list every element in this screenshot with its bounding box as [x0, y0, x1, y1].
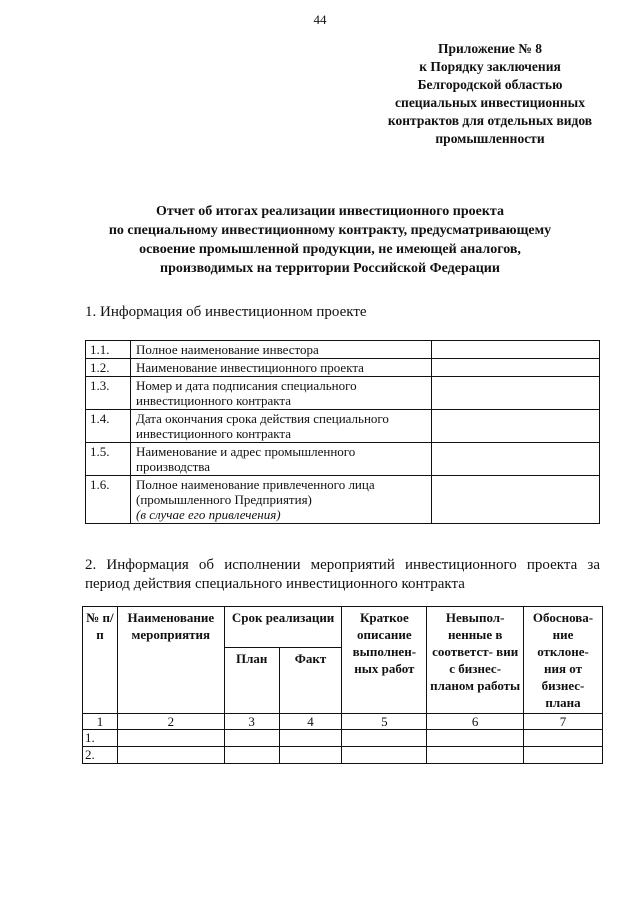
column-number: 7 — [524, 714, 603, 730]
table-row — [86, 359, 600, 377]
report-title-line: по специальному инвестиционному контракту, предусматривающему — [108, 223, 552, 238]
cell[interactable] — [224, 747, 279, 764]
appendix-line: специальных инвестиционных — [395, 95, 585, 110]
row-number: 1.6. — [86, 476, 131, 524]
row-number: 1.4. — [86, 410, 131, 443]
page-number: 44 — [313, 12, 327, 27]
report-title-line: Отчет об итогах реализации инвестиционного проекта — [156, 204, 504, 219]
report-title-line: производимых на территории Российской Федерации — [160, 261, 500, 276]
column-number-row — [83, 714, 603, 730]
row-label-with-note — [131, 476, 432, 524]
row-value-cell[interactable] — [432, 443, 600, 476]
appendix-line: контрактов для отдельных видов — [387, 113, 593, 128]
cell[interactable] — [427, 747, 524, 764]
header-unfulfilled: Невыпол- ненные в соответст- вии с бизнес- планом работы — [427, 607, 524, 714]
row-value-cell[interactable] — [432, 410, 600, 443]
table-row — [86, 341, 600, 359]
cell[interactable] — [117, 747, 224, 764]
table-row — [86, 476, 600, 524]
header-description: Краткое описание выполнен- ных работ — [342, 607, 427, 714]
header-name: Наименование мероприятия — [117, 607, 224, 714]
appendix-header — [360, 40, 620, 148]
table-row — [83, 747, 603, 764]
row-value-cell[interactable] — [432, 341, 600, 359]
column-number: 2 — [117, 714, 224, 730]
section1-heading: 1. Информация об инвестиционном проекте — [85, 304, 367, 320]
row-label: Полное наименование привлеченного лица (промышленного Предприятия) — [136, 477, 375, 507]
table-row — [86, 443, 600, 476]
column-number: 6 — [427, 714, 524, 730]
row-number: 2. — [83, 747, 118, 764]
header-row — [83, 607, 603, 648]
table-row — [86, 377, 600, 410]
cell[interactable] — [342, 747, 427, 764]
report-title-line: освоение промышленной продукции, не имеющей аналогов, — [139, 242, 521, 257]
row-label: Наименование и адрес промышленного производства — [131, 443, 432, 476]
row-number: 1.1. — [86, 341, 131, 359]
header-period: Срок реализации — [224, 607, 342, 648]
appendix-line: к Порядку заключения — [419, 59, 561, 74]
appendix-line: промышленности — [435, 131, 545, 146]
cell[interactable] — [342, 730, 427, 747]
column-number: 3 — [224, 714, 279, 730]
column-number: 4 — [279, 714, 342, 730]
cell[interactable] — [279, 747, 342, 764]
cell[interactable] — [524, 747, 603, 764]
section2-heading — [85, 556, 600, 594]
row-number: 1.2. — [86, 359, 131, 377]
section2-heading-line: 2. Информация об исполнении мероприятий инвестиционного проекта за — [85, 557, 600, 573]
row-number: 1.3. — [86, 377, 131, 410]
row-note: (в случае его привлечения) — [136, 507, 281, 522]
appendix-line: Приложение № 8 — [438, 41, 542, 56]
header-fact: Факт — [279, 648, 342, 714]
row-number: 1.5. — [86, 443, 131, 476]
row-label: Полное наименование инвестора — [131, 341, 432, 359]
row-label: Дата окончания срока действия специального инвестиционного контракта — [131, 410, 432, 443]
header-justification: Обоснова- ние отклоне- ния от бизнес- плана — [524, 607, 603, 714]
table-row — [86, 410, 600, 443]
project-info-table — [85, 340, 600, 524]
cell[interactable] — [224, 730, 279, 747]
cell[interactable] — [117, 730, 224, 747]
cell[interactable] — [279, 730, 342, 747]
cell[interactable] — [524, 730, 603, 747]
row-label: Номер и дата подписания специального инвестиционного контракта — [131, 377, 432, 410]
header-num: № п/п — [83, 607, 118, 714]
row-value-cell[interactable] — [432, 377, 600, 410]
column-number: 1 — [83, 714, 118, 730]
cell[interactable] — [427, 730, 524, 747]
row-label: Наименование инвестиционного проекта — [131, 359, 432, 377]
column-number: 5 — [342, 714, 427, 730]
table-row — [83, 730, 603, 747]
row-value-cell[interactable] — [432, 359, 600, 377]
section2-heading-line: период действия специального инвестиционного контракта — [85, 576, 465, 592]
report-title — [60, 202, 600, 278]
row-number: 1. — [83, 730, 118, 747]
appendix-line: Белгородской областью — [417, 77, 563, 92]
row-value-cell[interactable] — [432, 476, 600, 524]
events-table — [82, 606, 603, 764]
header-plan: План — [224, 648, 279, 714]
